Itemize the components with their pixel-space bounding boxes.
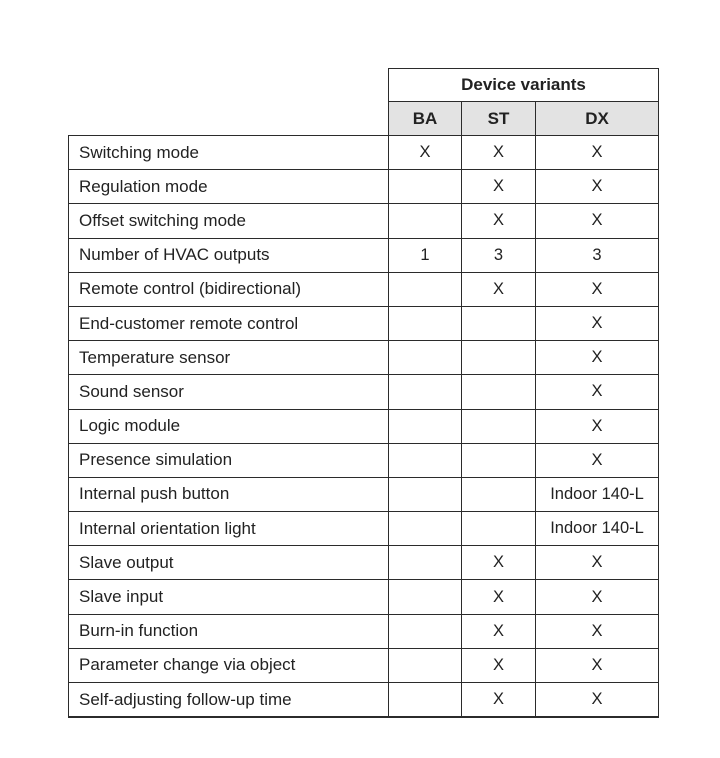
cell-dx: X xyxy=(536,272,659,306)
cell-dx: X xyxy=(536,546,659,580)
cell-st: X xyxy=(462,614,536,648)
table-row xyxy=(69,512,659,546)
table-row xyxy=(69,614,659,648)
cell-st: X xyxy=(462,648,536,682)
cell-ba xyxy=(389,580,462,614)
cell-st: X xyxy=(462,683,536,718)
cell-st xyxy=(462,306,536,340)
table-row xyxy=(69,580,659,614)
cell-dx: 3 xyxy=(536,238,659,272)
table-group-header: Device variants xyxy=(389,69,659,102)
cell-ba xyxy=(389,170,462,204)
cell-dx: X xyxy=(536,580,659,614)
table-row xyxy=(69,238,659,272)
table-row xyxy=(69,170,659,204)
feature-label: Self-adjusting follow-up time xyxy=(69,683,389,718)
cell-dx: X xyxy=(536,409,659,443)
cell-st: X xyxy=(462,136,536,170)
cell-ba xyxy=(389,204,462,238)
cell-ba xyxy=(389,683,462,718)
feature-label: Slave input xyxy=(69,580,389,614)
cell-dx: X xyxy=(536,443,659,477)
column-header-row xyxy=(69,102,659,136)
column-header-st: ST xyxy=(462,102,536,136)
feature-label: Parameter change via object xyxy=(69,648,389,682)
cell-st xyxy=(462,375,536,409)
feature-label: Internal orientation light xyxy=(69,512,389,546)
table-row xyxy=(69,272,659,306)
feature-label: Logic module xyxy=(69,409,389,443)
cell-st: 3 xyxy=(462,238,536,272)
device-variants-table xyxy=(68,68,659,718)
feature-label: Temperature sensor xyxy=(69,341,389,375)
column-header-dx: DX xyxy=(536,102,659,136)
cell-ba xyxy=(389,648,462,682)
table-row xyxy=(69,546,659,580)
table-row xyxy=(69,204,659,238)
cell-ba xyxy=(389,341,462,375)
cell-dx: X xyxy=(536,136,659,170)
feature-label: Burn-in function xyxy=(69,614,389,648)
table-row xyxy=(69,341,659,375)
cell-st xyxy=(462,443,536,477)
table-row xyxy=(69,375,659,409)
table-row xyxy=(69,443,659,477)
group-header-row xyxy=(69,69,659,102)
cell-ba: X xyxy=(389,136,462,170)
cell-st: X xyxy=(462,580,536,614)
cell-st: X xyxy=(462,170,536,204)
feature-label: Switching mode xyxy=(69,136,389,170)
cell-ba xyxy=(389,375,462,409)
cell-ba xyxy=(389,477,462,511)
cell-dx: X xyxy=(536,204,659,238)
feature-label: Presence simulation xyxy=(69,443,389,477)
table-row xyxy=(69,683,659,718)
feature-label: Offset switching mode xyxy=(69,204,389,238)
cell-ba xyxy=(389,614,462,648)
cell-dx: X xyxy=(536,648,659,682)
feature-label: Internal push button xyxy=(69,477,389,511)
cell-st xyxy=(462,477,536,511)
table-row xyxy=(69,409,659,443)
table-row xyxy=(69,648,659,682)
blank-corner-cell xyxy=(69,102,389,136)
cell-ba xyxy=(389,546,462,580)
cell-dx: X xyxy=(536,375,659,409)
blank-corner-cell xyxy=(69,69,389,102)
cell-ba xyxy=(389,306,462,340)
table-row xyxy=(69,477,659,511)
feature-label: Sound sensor xyxy=(69,375,389,409)
feature-label: Slave output xyxy=(69,546,389,580)
table-body xyxy=(69,136,659,718)
cell-ba: 1 xyxy=(389,238,462,272)
table-row xyxy=(69,136,659,170)
table-header xyxy=(69,69,659,136)
cell-dx: X xyxy=(536,614,659,648)
cell-ba xyxy=(389,443,462,477)
cell-dx: X xyxy=(536,341,659,375)
cell-st xyxy=(462,512,536,546)
cell-dx: X xyxy=(536,683,659,718)
cell-ba xyxy=(389,512,462,546)
table-row xyxy=(69,306,659,340)
feature-label: Number of HVAC outputs xyxy=(69,238,389,272)
cell-st: X xyxy=(462,272,536,306)
feature-label: Remote control (bidirectional) xyxy=(69,272,389,306)
cell-st xyxy=(462,409,536,443)
column-header-ba: BA xyxy=(389,102,462,136)
cell-dx: X xyxy=(536,170,659,204)
cell-dx: Indoor 140-L xyxy=(536,512,659,546)
cell-st xyxy=(462,341,536,375)
feature-label: Regulation mode xyxy=(69,170,389,204)
cell-st: X xyxy=(462,546,536,580)
cell-dx: Indoor 140-L xyxy=(536,477,659,511)
cell-st: X xyxy=(462,204,536,238)
cell-dx: X xyxy=(536,306,659,340)
cell-ba xyxy=(389,272,462,306)
cell-ba xyxy=(389,409,462,443)
device-variants-table-container xyxy=(68,68,659,718)
feature-label: End-customer remote control xyxy=(69,306,389,340)
